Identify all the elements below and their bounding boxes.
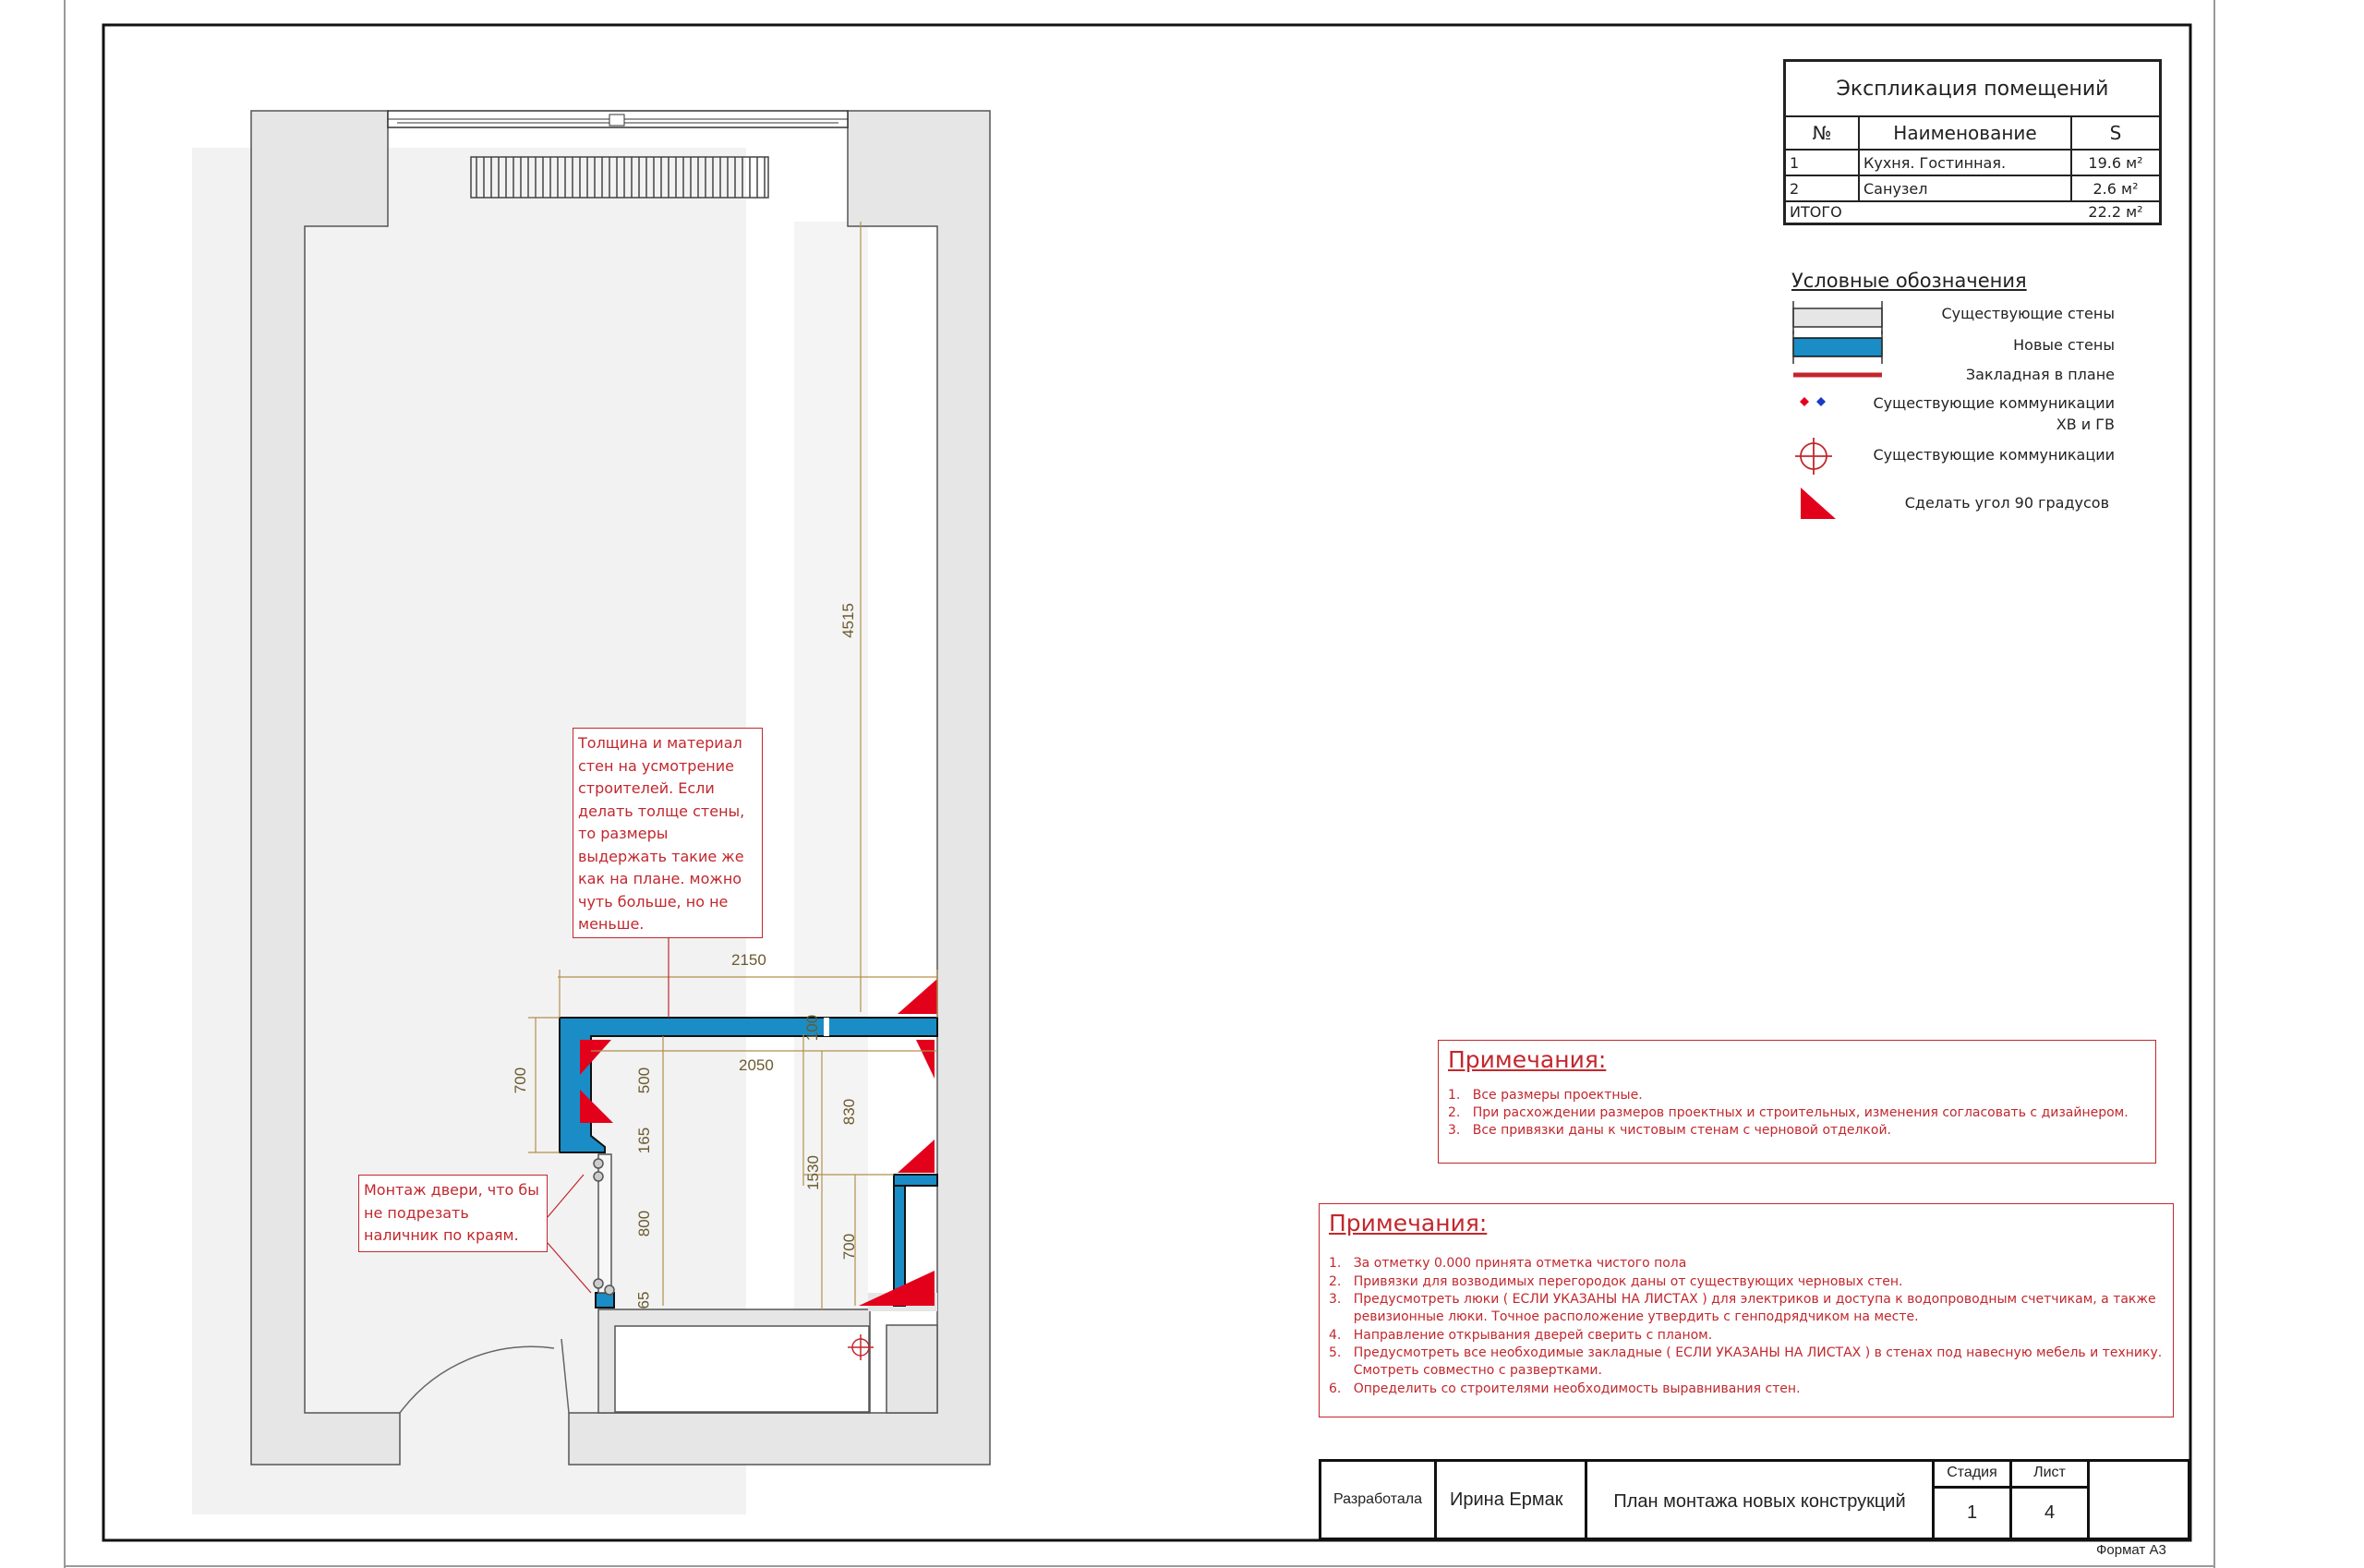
notes-top <box>1438 1040 2156 1164</box>
dimension-1530: 1530 <box>803 1155 822 1190</box>
explication-table <box>1783 59 2162 225</box>
notes-bottom-title: Примечания: <box>1329 1210 1488 1236</box>
note-item: 2. При расхождении размеров проектных и строительных, изменения согласовать с дизайнером. <box>1448 1105 2129 1120</box>
legend-title: Условные обозначения <box>1791 270 2027 292</box>
row-num: 1 <box>1786 151 1860 175</box>
wall-thickness-callout: Толщина и материал стен на усмотрение строителей. Если делать толще стены, то размеры выдержать такие же как на плане. можно чуть больше, но не меньше. <box>573 728 763 938</box>
row-name: Санузел <box>1860 176 2072 200</box>
table-row <box>1786 151 2159 176</box>
door-installation-callout: Монтаж двери, что бы не подрезать наличник по краям. <box>358 1175 548 1252</box>
total-label: ИТОГО <box>1790 203 1842 221</box>
dimension-830: 830 <box>840 1098 859 1126</box>
legend-label-pipes-sub: ХВ и ГВ <box>2056 416 2115 433</box>
col-header-area: S <box>2109 122 2122 144</box>
note-item: 5. Предусмотреть все необходимые закладные ( ЕСЛИ УКАЗАНЫ НА ЛИСТАХ ) в стенах под навесную мебель и технику. <box>1329 1345 2163 1360</box>
note-item: 1. Все размеры проектные. <box>1448 1088 1643 1103</box>
legend-label-pipes: Существующие коммуникации <box>1873 394 2115 412</box>
legend-label-new-walls: Новые стены <box>2013 336 2115 354</box>
row-num: 2 <box>1786 176 1860 200</box>
note-item: 1. За отметку 0.000 принята отметка чистого пола <box>1329 1256 1687 1271</box>
stage-value: 1 <box>1966 1502 1978 1523</box>
row-name: Кухня. Гостинная. <box>1860 151 2072 175</box>
explication-title: Экспликация помещений <box>1786 62 2159 117</box>
legend-label-existing-walls: Существующие стены <box>1941 305 2115 322</box>
developed-label: Разработала <box>1321 1462 1437 1538</box>
dimension-165: 165 <box>635 1127 654 1154</box>
note-item: 3. Предусмотреть люки ( ЕСЛИ УКАЗАНЫ НА ЛИСТАХ ) для электриков и доступа к водопроводным счетчикам, а также <box>1329 1292 2156 1307</box>
dimension-4515: 4515 <box>838 603 857 638</box>
total-area: 22.2 м² <box>2088 203 2143 221</box>
dimension-500: 500 <box>635 1067 654 1094</box>
legend-label-embedded: Закладная в плане <box>1965 366 2115 383</box>
note-item: Смотреть совместно с развертками. <box>1329 1363 1602 1378</box>
row-area: 19.6 м² <box>2088 154 2143 172</box>
stage-cell <box>1935 1462 2012 1538</box>
table-total-row <box>1786 202 2159 223</box>
dimension-65: 65 <box>634 1291 653 1309</box>
note-item: 2. Привязки для возводимых перегородок даны от существующих черновых стен. <box>1329 1274 1903 1289</box>
legend <box>1791 270 2115 528</box>
dimension-2050: 2050 <box>739 1056 774 1074</box>
notes-bottom <box>1319 1203 2174 1417</box>
note-item: 3. Все привязки даны к чистовым стенам с черновой отделкой. <box>1448 1123 1892 1138</box>
col-header-name: Наименование <box>1860 117 2072 149</box>
dimension-2150: 2150 <box>731 951 766 969</box>
right-angle-marker <box>898 979 937 1014</box>
note-item: ревизионные люки. Точное расположение утвердить с генподрядчиком на месте. <box>1329 1309 1919 1324</box>
blank-cell <box>2090 1462 2188 1538</box>
sheet-label: Лист <box>2012 1462 2087 1489</box>
author-name: Ирина Ермак <box>1437 1462 1587 1538</box>
note-item: 4. Направление открывания дверей сверить с планом. <box>1329 1328 1713 1343</box>
legend-label-right-angle: Сделать угол 90 градусов <box>1904 494 2109 512</box>
sheet-title: План монтажа новых конструкций <box>1587 1462 1935 1538</box>
sheet-value: 4 <box>2044 1502 2056 1523</box>
title-block <box>1319 1459 2190 1540</box>
right-angle-marker <box>916 1040 935 1079</box>
legend-label-communications: Существующие коммуникации <box>1873 446 2115 464</box>
dimension-800: 800 <box>635 1210 654 1237</box>
format-label: Формат А3 <box>2096 1542 2166 1558</box>
right-angle-marker <box>898 1140 935 1173</box>
col-header-num: № <box>1786 117 1860 149</box>
row-area: 2.6 м² <box>2093 180 2139 198</box>
notes-top-title: Примечания: <box>1448 1046 1607 1073</box>
table-header-row <box>1786 117 2159 151</box>
dimension-100: 100 <box>803 1014 822 1042</box>
table-row <box>1786 176 2159 202</box>
sheet-cell <box>2012 1462 2090 1538</box>
stage-label: Стадия <box>1935 1462 2009 1489</box>
dimension-700-right: 700 <box>840 1233 859 1260</box>
note-item: 6. Определить со строителями необходимость выравнивания стен. <box>1329 1381 1801 1396</box>
dimension-700-left: 700 <box>512 1067 530 1094</box>
